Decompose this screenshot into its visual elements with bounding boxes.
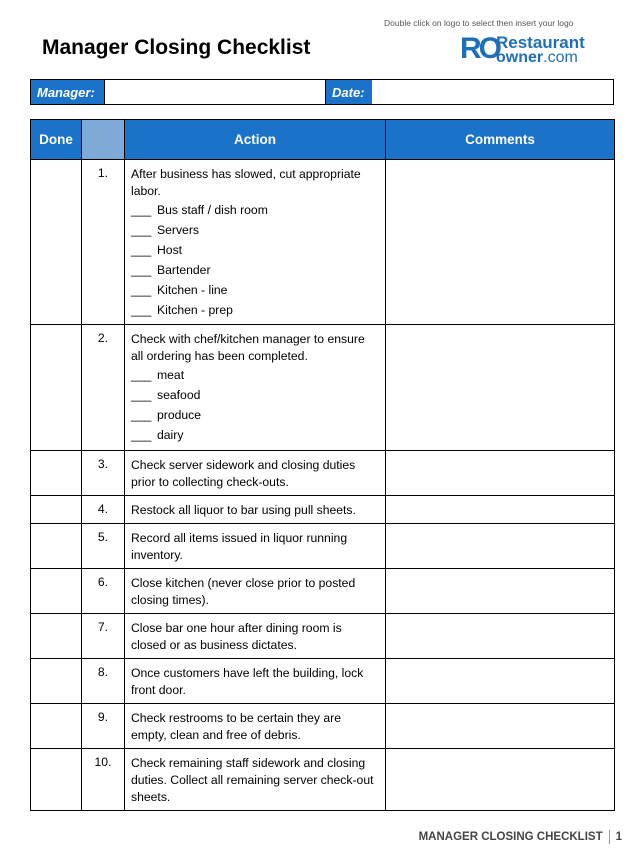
row-number: 9. <box>82 704 125 749</box>
done-cell[interactable] <box>31 160 82 325</box>
table-row <box>31 704 615 749</box>
done-cell[interactable] <box>31 451 82 496</box>
action-cell <box>125 704 386 749</box>
done-cell[interactable] <box>31 524 82 569</box>
action-cell <box>125 614 386 659</box>
logo-hint-text: Double click on logo to select then insert your logo <box>384 18 574 28</box>
sub-item-label: Servers <box>157 223 199 237</box>
comments-cell[interactable] <box>386 704 615 749</box>
action-text: Check server sidework and closing duties prior to collecting check-outs. <box>131 458 356 489</box>
manager-date-row <box>30 79 614 105</box>
action-cell <box>125 524 386 569</box>
row-number: 6. <box>82 569 125 614</box>
action-cell <box>125 451 386 496</box>
sub-item-label: dairy <box>157 428 184 442</box>
action-text: Once customers have left the building, lock front door. <box>131 666 364 697</box>
comments-cell[interactable] <box>386 496 615 524</box>
action-text: Close kitchen (never close prior to posted closing times). <box>131 576 356 607</box>
sub-item-label: Kitchen - line <box>157 283 228 297</box>
blank-line: ___ <box>131 263 152 277</box>
footer-label: MANAGER CLOSING CHECKLIST <box>418 831 603 843</box>
date-field[interactable] <box>372 80 613 104</box>
comments-cell[interactable] <box>386 451 615 496</box>
sub-item <box>131 280 379 300</box>
blank-line: ___ <box>131 368 152 382</box>
logo-mark-icon: RO <box>460 32 499 65</box>
row-number: 2. <box>82 325 125 451</box>
row-number: 1. <box>82 160 125 325</box>
page-number: 1 <box>615 831 622 843</box>
blank-line: ___ <box>131 223 152 237</box>
action-text: Check restrooms to be certain they are empty, clean and free of debris. <box>131 711 341 742</box>
sub-item <box>131 300 379 320</box>
date-label: Date: <box>326 80 372 104</box>
table-header-row <box>31 120 615 160</box>
sub-item <box>131 425 379 445</box>
action-text: After business has slowed, cut appropriate labor. <box>131 167 361 198</box>
table-row <box>31 614 615 659</box>
sub-item-label: Bus staff / dish room <box>157 203 268 217</box>
manager-label: Manager: <box>31 80 104 104</box>
action-cell <box>125 325 386 451</box>
action-cell <box>125 160 386 325</box>
sub-item-label: Host <box>157 243 183 257</box>
manager-field[interactable] <box>104 80 326 104</box>
table-row <box>31 524 615 569</box>
logo-text-owner: owner.com <box>496 49 578 66</box>
table-row <box>31 160 615 325</box>
action-text: Close bar one hour after dining room is closed or as business dictates. <box>131 621 342 652</box>
row-number: 3. <box>82 451 125 496</box>
comments-cell[interactable] <box>386 659 615 704</box>
header-number <box>82 120 125 160</box>
sub-item <box>131 405 379 425</box>
done-cell[interactable] <box>31 704 82 749</box>
blank-line: ___ <box>131 408 152 422</box>
footer-divider <box>609 830 610 844</box>
comments-cell[interactable] <box>386 160 615 325</box>
sub-item <box>131 220 379 240</box>
row-number: 8. <box>82 659 125 704</box>
done-cell[interactable] <box>31 325 82 451</box>
sub-item-label: meat <box>157 368 185 382</box>
action-text: Check remaining staff sidework and closing duties. Collect all remaining server check-out sheets. <box>131 756 374 804</box>
done-cell[interactable] <box>31 569 82 614</box>
table-row <box>31 325 615 451</box>
table-row <box>31 496 615 524</box>
comments-cell[interactable] <box>386 749 615 811</box>
action-text: Restock all liquor to bar using pull sheets. <box>131 503 356 517</box>
table-row <box>31 659 615 704</box>
comments-cell[interactable] <box>386 325 615 451</box>
row-number: 4. <box>82 496 125 524</box>
page-footer <box>419 830 622 844</box>
sub-item <box>131 365 379 385</box>
blank-line: ___ <box>131 283 152 297</box>
table-row <box>31 569 615 614</box>
row-number: 7. <box>82 614 125 659</box>
sub-item <box>131 385 379 405</box>
action-cell <box>125 659 386 704</box>
header-done: Done <box>31 120 82 160</box>
page-title: Manager Closing Checklist <box>42 36 311 59</box>
action-cell <box>125 569 386 614</box>
sub-item-label: Kitchen - prep <box>157 303 233 317</box>
sub-item <box>131 200 379 220</box>
sub-item-label: seafood <box>157 388 201 402</box>
done-cell[interactable] <box>31 749 82 811</box>
done-cell[interactable] <box>31 496 82 524</box>
table-row <box>31 451 615 496</box>
sub-item-label: Bartender <box>157 263 211 277</box>
row-number: 5. <box>82 524 125 569</box>
checklist-table <box>30 119 615 811</box>
action-text: Check with chef/kitchen manager to ensure all ordering has been completed. <box>131 332 365 363</box>
comments-cell[interactable] <box>386 614 615 659</box>
header-comments: Comments <box>386 120 615 160</box>
done-cell[interactable] <box>31 614 82 659</box>
action-text: Record all items issued in liquor running inventory. <box>131 531 348 562</box>
blank-line: ___ <box>131 203 152 217</box>
sub-item <box>131 240 379 260</box>
done-cell[interactable] <box>31 659 82 704</box>
action-cell <box>125 496 386 524</box>
blank-line: ___ <box>131 243 152 257</box>
header-action: Action <box>125 120 386 160</box>
blank-line: ___ <box>131 428 152 442</box>
comments-cell[interactable] <box>386 569 615 614</box>
sub-item <box>131 260 379 280</box>
sub-item-label: produce <box>157 408 202 422</box>
comments-cell[interactable] <box>386 524 615 569</box>
table-row <box>31 749 615 811</box>
blank-line: ___ <box>131 303 152 317</box>
blank-line: ___ <box>131 388 152 402</box>
action-cell <box>125 749 386 811</box>
logo-text-restaurant: Restaurant <box>496 33 585 52</box>
row-number: 10. <box>82 749 125 811</box>
restaurant-owner-logo[interactable] <box>460 33 600 69</box>
